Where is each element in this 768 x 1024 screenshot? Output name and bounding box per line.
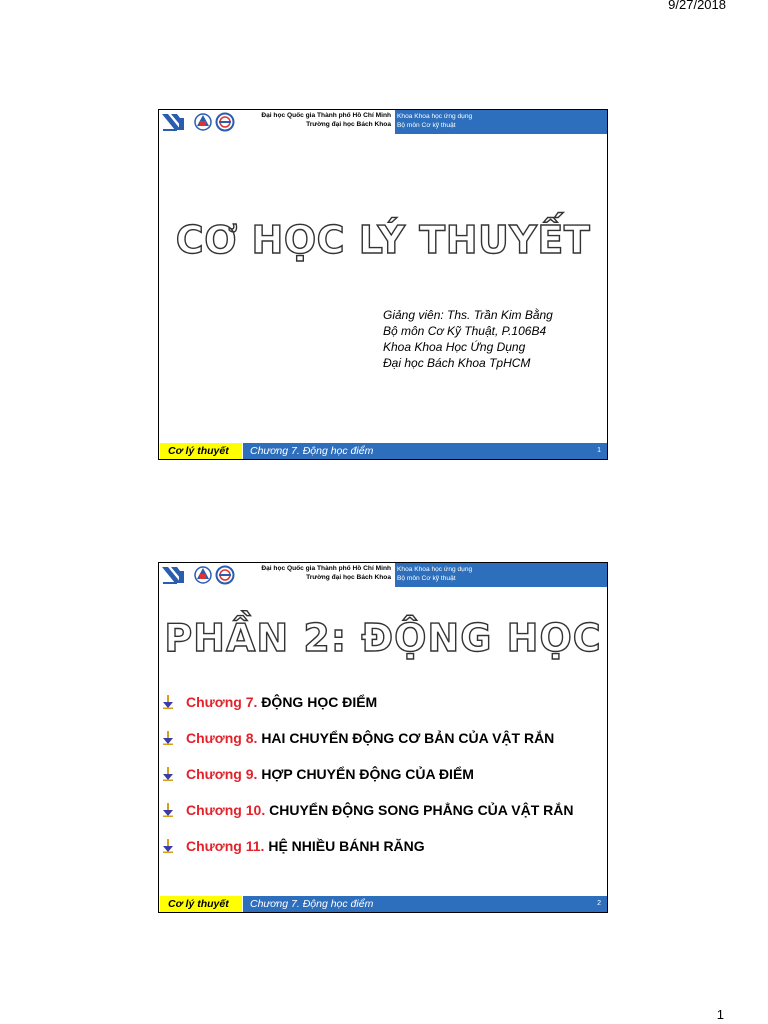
course-label: Cơ lý thuyết	[160, 896, 242, 912]
lecturer-line: Khoa Khoa Học Ứng Dụng	[383, 340, 526, 354]
slide-footer	[159, 443, 607, 459]
slide-2	[158, 562, 608, 913]
vnu-logo-icon	[162, 114, 184, 131]
slide-number: 2	[597, 900, 601, 907]
lecturer-line: Bộ môn Cơ Kỹ Thuật, P.106B4	[383, 324, 547, 338]
page-number: 1	[716, 1007, 724, 1022]
faculty-banner: Khoa Khoa học ứng dụng Bộ môn Cơ kỹ thuật	[395, 563, 607, 587]
slide-title: PHẦN 2: ĐỘNG HỌC	[164, 616, 602, 660]
chapter-label: Chương 7. Động học điểm 1	[243, 443, 607, 459]
lecturer-line: Đại học Bách Khoa TpHCM	[383, 356, 531, 370]
faculty-logo-icon	[217, 567, 234, 584]
university-logos	[161, 112, 237, 132]
bachkhoa-logo-icon	[195, 567, 211, 583]
university-name: Đại học Quốc gia Thành phố Hồ Chí Minh Trường đại học Bách Khoa	[261, 112, 391, 128]
arrow-bullet-icon	[163, 767, 173, 781]
arrow-bullet-icon	[163, 839, 173, 853]
university-logos	[161, 565, 237, 585]
chapter-list	[163, 693, 574, 873]
slide-footer	[159, 896, 607, 912]
list-item: Chương 7. ĐỘNG HỌC ĐIỂM	[163, 693, 574, 729]
arrow-bullet-icon	[163, 731, 173, 745]
vnu-logo-icon	[162, 567, 184, 584]
slide-header	[159, 563, 607, 587]
slide-header	[159, 110, 607, 134]
slide-number: 1	[597, 447, 601, 454]
arrow-bullet-icon	[163, 695, 173, 709]
faculty-banner: Khoa Khoa học ứng dụng Bộ môn Cơ kỹ thuật	[395, 110, 607, 134]
chapter-label: Chương 7. Động học điểm 2	[243, 896, 607, 912]
faculty-logo-icon	[217, 114, 234, 131]
arrow-bullet-icon	[163, 803, 173, 817]
list-item: Chương 10. CHUYỂN ĐỘNG SONG PHẲNG CỦA VẬT RẮN	[163, 801, 574, 837]
lecturer-line: Giảng viên: Ths. Trần Kim Bằng	[383, 308, 553, 322]
university-name: Đại học Quốc gia Thành phố Hồ Chí Minh Trường đại học Bách Khoa	[261, 565, 391, 581]
slide-title: CƠ HỌC LÝ THUYẾT	[175, 218, 591, 262]
list-item: Chương 11. HỆ NHIỀU BÁNH RĂNG	[163, 837, 574, 873]
page-date: 9/27/2018	[668, 0, 726, 12]
lecturer-info	[383, 307, 553, 371]
list-item: Chương 8. HAI CHUYỂN ĐỘNG CƠ BẢN CỦA VẬT RẮN	[163, 729, 574, 765]
list-item: Chương 9. HỢP CHUYỂN ĐỘNG CỦA ĐIỂM	[163, 765, 574, 801]
course-label: Cơ lý thuyết	[160, 443, 242, 459]
slide-1	[158, 109, 608, 460]
bachkhoa-logo-icon	[195, 114, 211, 130]
